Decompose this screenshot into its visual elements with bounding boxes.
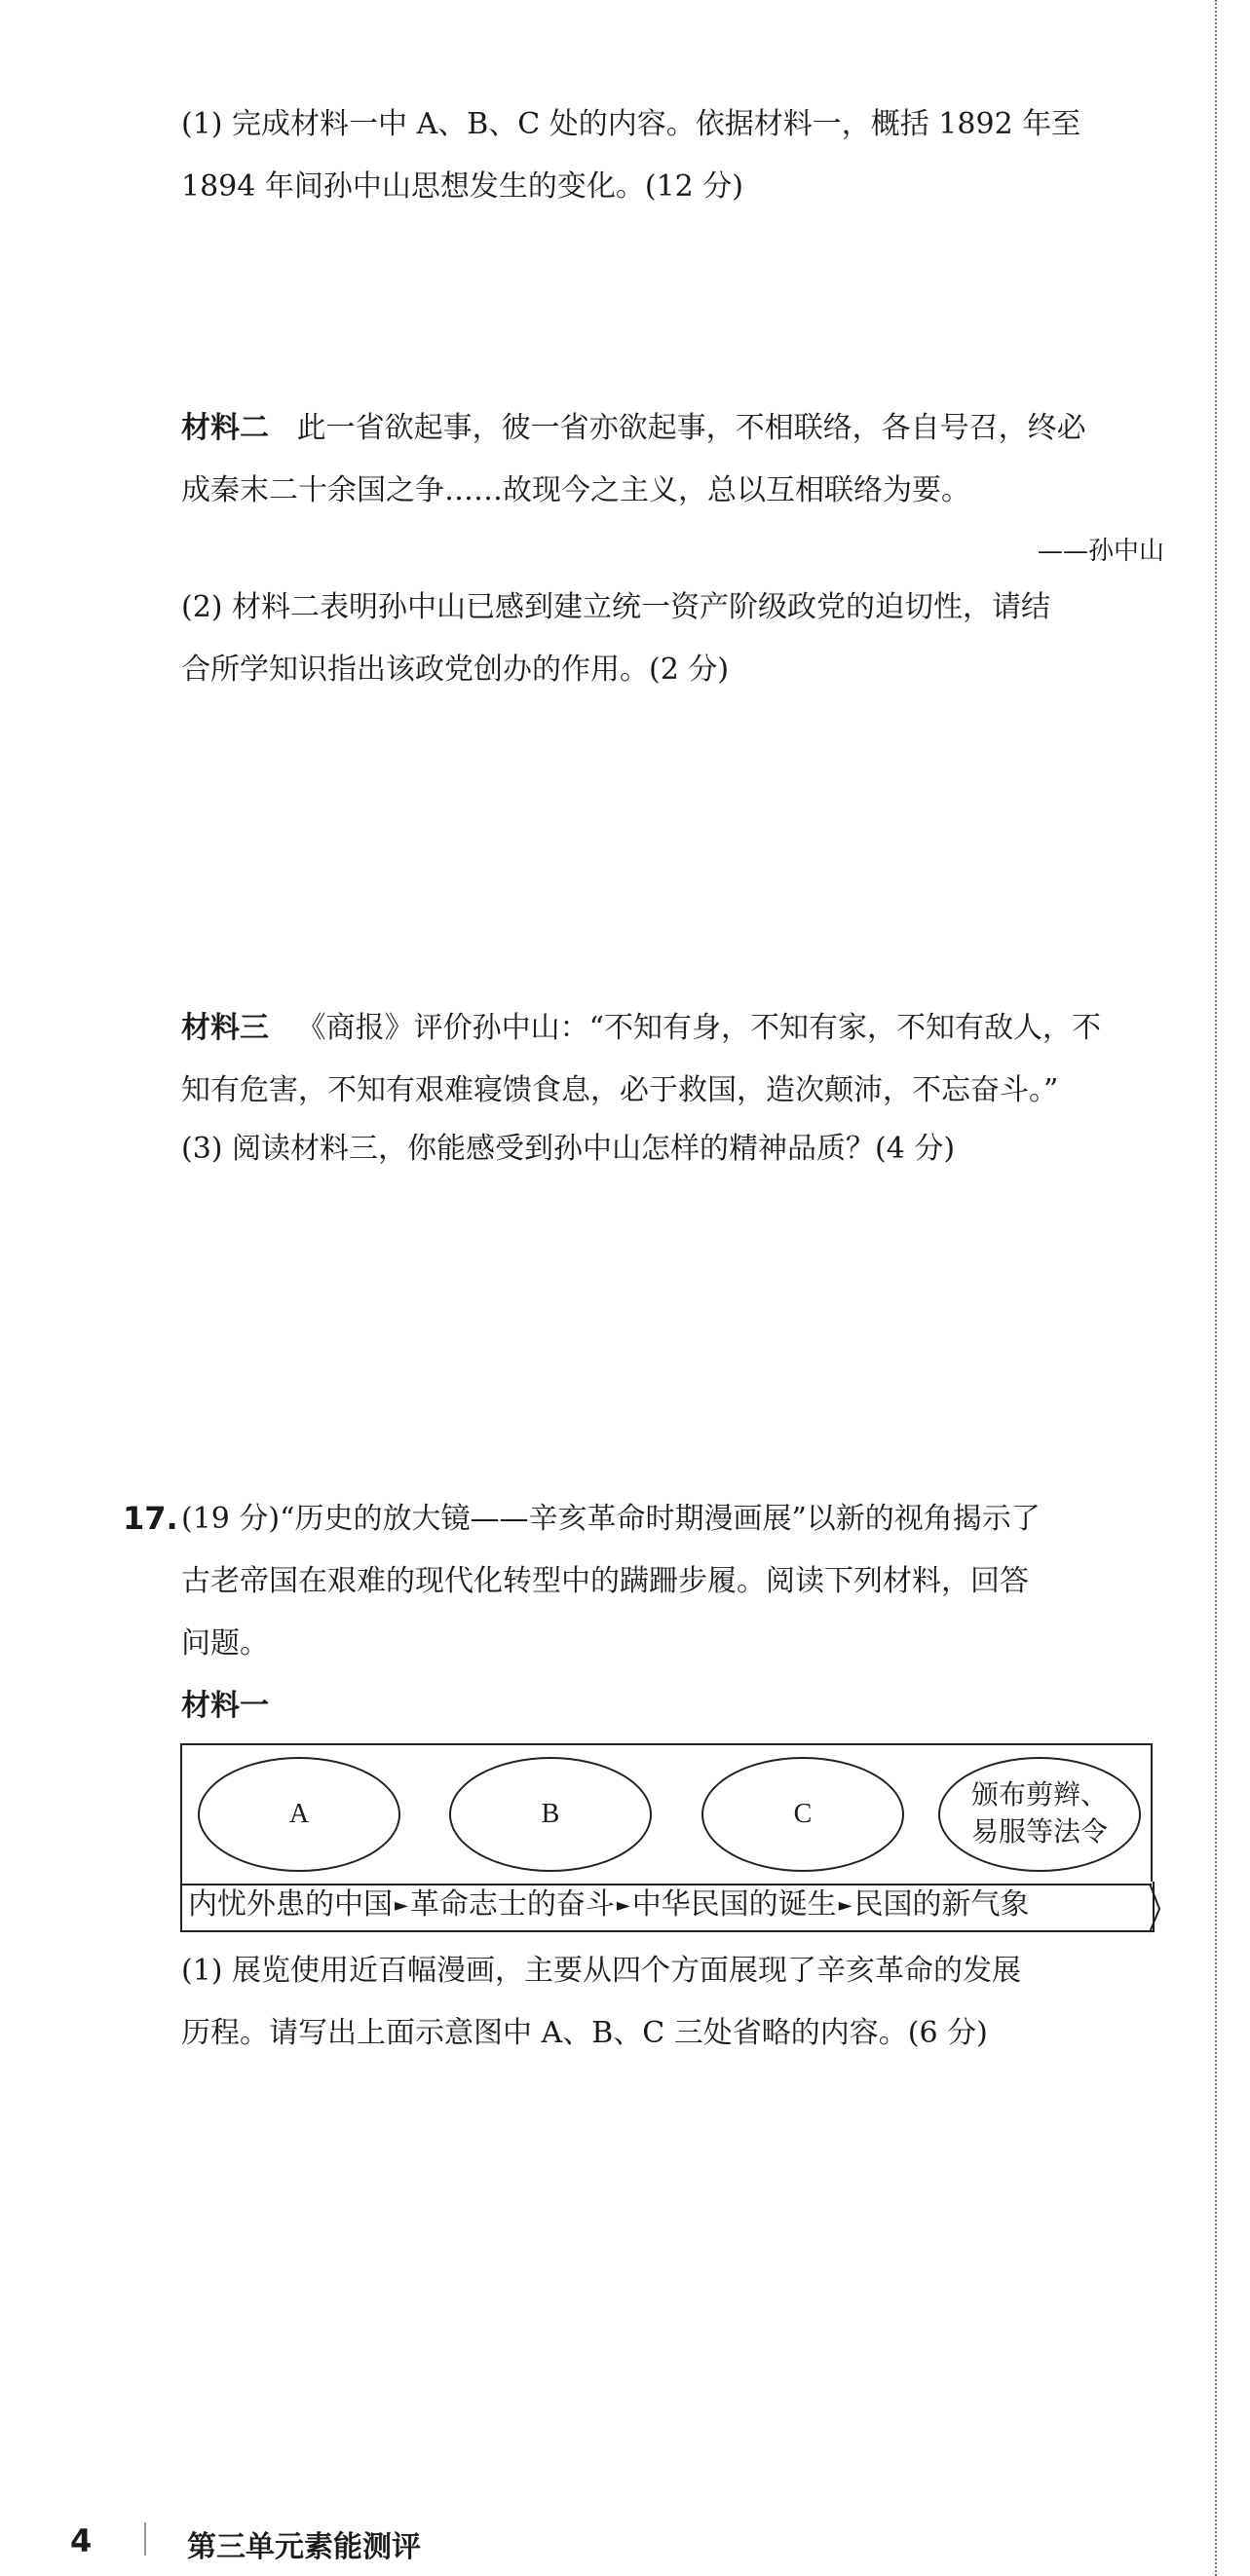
material3-text1: 《商报》评价孙中山：“不知有身，不知有家，不知有敌人，不 xyxy=(296,1011,1101,1045)
material2-line2: 成秦末二十余国之争……故现今之主义，总以互相联络为要。 xyxy=(181,473,970,507)
oval-c: C xyxy=(701,1757,904,1872)
page-number: 4 xyxy=(70,2522,93,2559)
flow-step-4: 民国的新气象 xyxy=(853,1887,1030,1922)
q17-line3: 问题。 xyxy=(181,1626,269,1661)
material3-line1 xyxy=(181,1009,1101,1048)
page-edge-dotted-line xyxy=(1215,0,1217,2576)
flow-arrow-icon: ► xyxy=(838,1895,852,1916)
material3-label: 材料三 xyxy=(181,1011,269,1045)
exhibition-diagram xyxy=(180,1743,1159,1938)
q17-sub1-line2: 历程。请写出上面示意图中 A、B、C 三处省略的内容。(6 分) xyxy=(181,2016,988,2050)
flow-bar xyxy=(180,1882,1155,1932)
material2-attribution: ——孙中山 xyxy=(1037,537,1164,566)
oval-decree-line2: 易服等法令 xyxy=(970,1817,1108,1848)
q16-sub2-line1: (2) 材料二表明孙中山已感到建立统一资产阶级政党的迫切性，请结 xyxy=(181,590,1051,624)
q17-number: 17. xyxy=(123,1500,178,1537)
q16-sub1-line1: (1) 完成材料一中 A、B、C 处的内容。依据材料一，概括 1892 年至 xyxy=(181,107,1081,141)
material3-line2: 知有危害，不知有艰难寝馈食息，必于救国，造次颠沛，不忘奋斗。” xyxy=(181,1073,1059,1107)
footer-divider xyxy=(144,2522,146,2556)
flow-step-1: 内忧外患的中国 xyxy=(188,1887,393,1922)
material2-line1 xyxy=(181,409,1086,448)
material2-label: 材料二 xyxy=(181,411,269,445)
oval-a: A xyxy=(198,1757,400,1872)
q17-sub1-line1: (1) 展览使用近百幅漫画，主要从四个方面展现了辛亥革命的发展 xyxy=(181,1954,1022,1988)
flow-step-2: 革命志士的奋斗 xyxy=(409,1887,615,1922)
q17-line1: (19 分)“历史的放大镜——辛亥革命时期漫画展”以新的视角揭示了 xyxy=(181,1502,1041,1536)
q17-material1-label: 材料一 xyxy=(181,1689,269,1723)
oval-decree-line1: 颁布剪辫、 xyxy=(970,1780,1108,1811)
q16-sub3-line1: (3) 阅读材料三，你能感受到孙中山怎样的精神品质？(4 分) xyxy=(181,1132,956,1166)
q17-line2: 古老帝国在艰难的现代化转型中的蹒跚步履。阅读下列材料，回答 xyxy=(181,1564,1029,1598)
oval-decree xyxy=(938,1757,1141,1872)
flow-step-3: 中华民国的诞生 xyxy=(631,1887,837,1922)
q16-sub1-line2: 1894 年间孙中山思想发生的变化。(12 分) xyxy=(181,169,744,204)
flow-arrow-icon: ► xyxy=(395,1895,408,1916)
material2-text1: 此一省欲起事，彼一省亦欲起事，不相联络，各自号召，终必 xyxy=(296,411,1086,445)
oval-b: B xyxy=(449,1757,652,1872)
section-title: 第三单元素能测评 xyxy=(187,2530,421,2564)
flow-arrow-icon: ► xyxy=(616,1895,630,1916)
q16-sub2-line2: 合所学知识指出该政党创办的作用。(2 分) xyxy=(181,653,730,687)
